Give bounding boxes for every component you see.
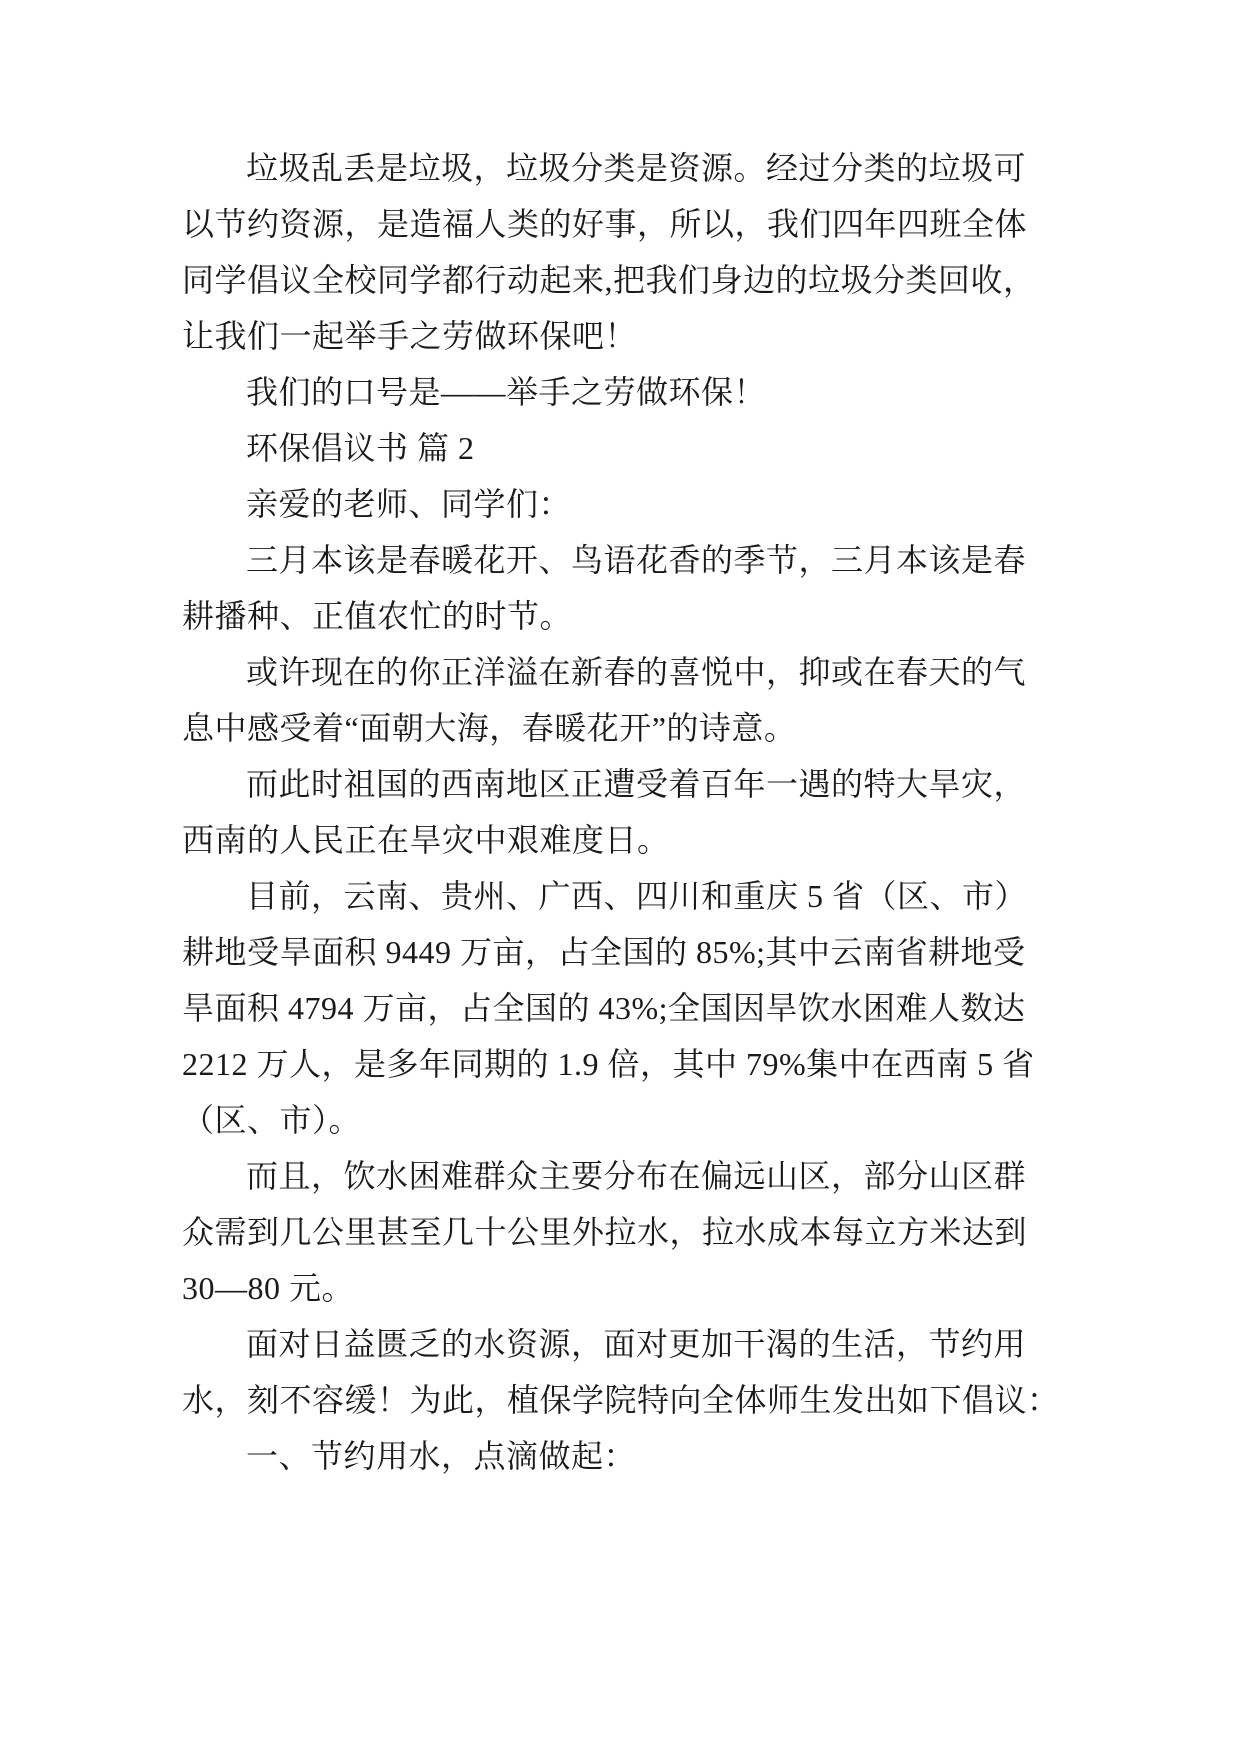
paragraph-line: 同学倡议全校同学都行动起来,把我们身边的垃圾分类回收， bbox=[182, 262, 1036, 298]
paragraph-6 bbox=[182, 644, 1241, 756]
paragraph-line: 垃圾乱丢是垃圾，垃圾分类是资源。经过分类的垃圾可 bbox=[246, 150, 1027, 186]
paragraph-line: （区、市）。 bbox=[182, 1102, 362, 1138]
paragraph-1 bbox=[182, 140, 1241, 364]
paragraph-line: 面对日益匮乏的水资源，面对更加干渴的生活，节约用 bbox=[246, 1326, 1027, 1362]
paragraph-line: 耕地受旱面积 9449 万亩，占全国的 85%;其中云南省耕地受 bbox=[182, 934, 1026, 970]
paragraph-line: 让我们一起举手之劳做环保吧！ bbox=[182, 318, 638, 354]
paragraph-line: 水，刻不容缓！为此，植保学院特向全体师生发出如下倡议： bbox=[182, 1382, 1060, 1418]
paragraph-line: 旱面积 4794 万亩，占全国的 43%;全国因旱饮水困难人数达 bbox=[182, 990, 1026, 1026]
paragraph-line: 众需到几公里甚至几十公里外拉水，拉水成本每立方米达到 bbox=[182, 1214, 1028, 1250]
paragraph-line: 三月本该是春暖花开、鸟语花香的季节，三月本该是春 bbox=[246, 542, 1027, 578]
paragraph-line: 西南的人民正在旱灾中艰难度日。 bbox=[182, 822, 670, 858]
paragraph-10 bbox=[182, 1316, 1241, 1428]
paragraph-5 bbox=[182, 532, 1241, 644]
salutation bbox=[182, 476, 1241, 532]
paragraph-7 bbox=[182, 756, 1241, 868]
list-item-1 bbox=[182, 1428, 1241, 1484]
paragraph-line: 30—80 元。 bbox=[182, 1270, 355, 1306]
paragraph-line: 目前，云南、贵州、广西、四川和重庆 5 省（区、市） bbox=[246, 878, 1028, 914]
paragraph-line: 以节约资源，是造福人类的好事，所以，我们四年四班全体 bbox=[182, 206, 1028, 242]
paragraph-line: 亲爱的老师、同学们： bbox=[246, 486, 572, 522]
paragraph-line: 我们的口号是——举手之劳做环保！ bbox=[246, 374, 767, 410]
paragraph-line: 而此时祖国的西南地区正遭受着百年一遇的特大旱灾， bbox=[246, 766, 1027, 802]
section-heading bbox=[182, 420, 1241, 476]
paragraph-line: 息中感受着“面朝大海，春暖花开”的诗意。 bbox=[182, 710, 797, 746]
paragraph-line: 一、节约用水，点滴做起： bbox=[246, 1438, 637, 1474]
paragraph-8 bbox=[182, 868, 1241, 1148]
paragraph-line: 耕播种、正值农忙的时节。 bbox=[182, 598, 573, 634]
paragraph-line: 或许现在的你正洋溢在新春的喜悦中，抑或在春天的气 bbox=[246, 654, 1027, 690]
paragraph-line: 2212 万人，是多年同期的 1.9 倍，其中 79%集中在西南 5 省 bbox=[182, 1046, 1035, 1082]
paragraph-2-slogan bbox=[182, 364, 1241, 420]
paragraph-line: 而且，饮水困难群众主要分布在偏远山区，部分山区群 bbox=[246, 1158, 1027, 1194]
paragraph-9 bbox=[182, 1148, 1241, 1316]
section-title: 环保倡议书 篇 2 bbox=[246, 430, 475, 466]
